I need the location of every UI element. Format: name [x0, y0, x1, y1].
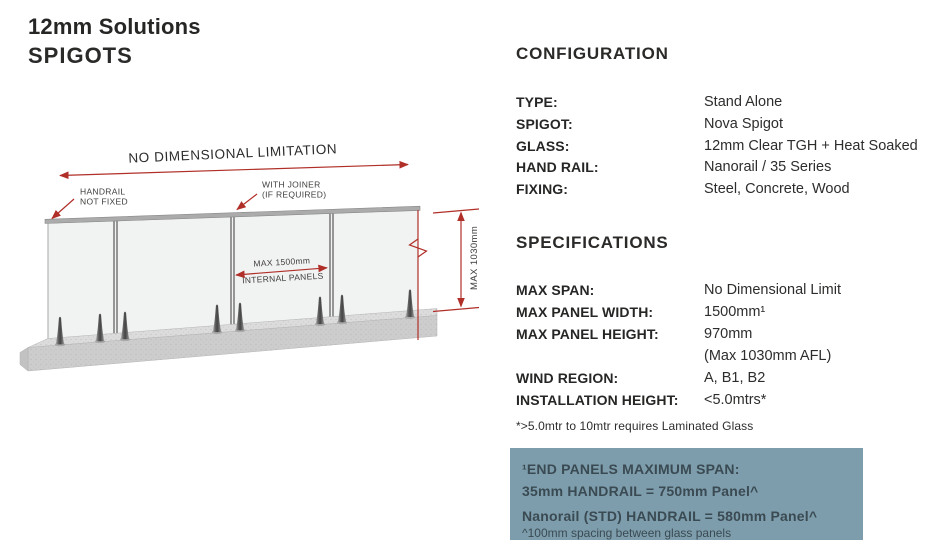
spec-label-panel-width: MAX PANEL WIDTH:	[516, 304, 654, 320]
config-value-fixing: Steel, Concrete, Wood	[704, 181, 850, 198]
laminated-glass-footnote: *>5.0mtr to 10mtr requires Laminated Glass	[516, 419, 754, 433]
joiner-note-line2: (IF REQUIRED)	[262, 189, 327, 200]
end-panels-rule-nanorail: Nanorail (STD) HANDRAIL = 580mm Panel^	[522, 508, 818, 524]
spec-value-panel-width: 1500mm¹	[704, 304, 766, 320]
height-dimension-tick-top	[433, 209, 479, 213]
config-label-type: TYPE:	[516, 94, 558, 110]
spec-label-max-span: MAX SPAN:	[516, 282, 595, 298]
joiner-leader-arrow	[237, 194, 257, 210]
end-panels-note-heading: ¹END PANELS MAXIMUM SPAN:	[522, 461, 740, 477]
config-value-spigot: Nova Spigot	[704, 115, 783, 132]
end-panels-rule-35mm: 35mm HANDRAIL = 750mm Panel^	[522, 483, 759, 499]
internal-panel-dim-label2: INTERNAL PANELS	[241, 270, 324, 286]
end-panels-note-box	[510, 448, 863, 540]
internal-panel-dim-label1: MAX 1500mm	[253, 255, 311, 269]
end-panels-note-footnote: ^100mm spacing between glass panels	[522, 526, 732, 540]
span-dimension-label: NO DIMENSIONAL LIMITATION	[128, 141, 338, 166]
page-title-line2: SPIGOTS	[28, 43, 133, 68]
spec-value-wind-region: A, B1, B2	[704, 370, 766, 386]
balustrade-diagram-svg	[0, 128, 500, 438]
config-label-spigot: SPIGOT:	[516, 115, 573, 132]
handrail-note-line1: HANDRAIL	[80, 186, 126, 197]
page-title	[28, 12, 201, 70]
joiner-note-line1: WITH JOINER	[262, 179, 321, 190]
spec-label-install-height: INSTALLATION HEIGHT:	[516, 392, 679, 408]
config-label-handrail: HAND RAIL:	[516, 159, 599, 176]
page-title-line1: 12mm Solutions	[28, 14, 201, 39]
spec-label-wind-region: WIND REGION:	[516, 370, 619, 386]
config-label-fixing: FIXING:	[516, 181, 569, 198]
configuration-heading: CONFIGURATION	[516, 44, 669, 63]
span-dimension-arrow	[60, 165, 408, 176]
spec-label-blank	[516, 345, 704, 367]
spec-value-install-height: <5.0mtrs*	[704, 392, 767, 408]
specifications-heading: SPECIFICATIONS	[516, 233, 669, 252]
config-label-glass: GLASS:	[516, 137, 570, 154]
spec-value-max-span: No Dimensional Limit	[704, 282, 841, 298]
config-value-type: Stand Alone	[704, 94, 783, 110]
configuration-table	[516, 92, 918, 201]
height-dim-label: MAX 1030mm	[469, 225, 480, 290]
spec-label-panel-height: MAX PANEL HEIGHT:	[516, 326, 659, 342]
config-value-glass: 12mm Clear TGH + Heat Soaked	[704, 137, 918, 154]
config-value-handrail: Nanorail / 35 Series	[704, 159, 832, 176]
spec-value-panel-height: 970mm	[704, 326, 753, 342]
handrail-note-line2: NOT FIXED	[80, 196, 128, 207]
height-dimension-tick-bottom	[433, 308, 479, 312]
handrail-leader-arrow	[52, 199, 74, 219]
balustrade-diagram	[0, 128, 500, 438]
spec-value-panel-height-afl: (Max 1030mm AFL)	[704, 348, 832, 364]
specifications-table	[516, 279, 841, 411]
